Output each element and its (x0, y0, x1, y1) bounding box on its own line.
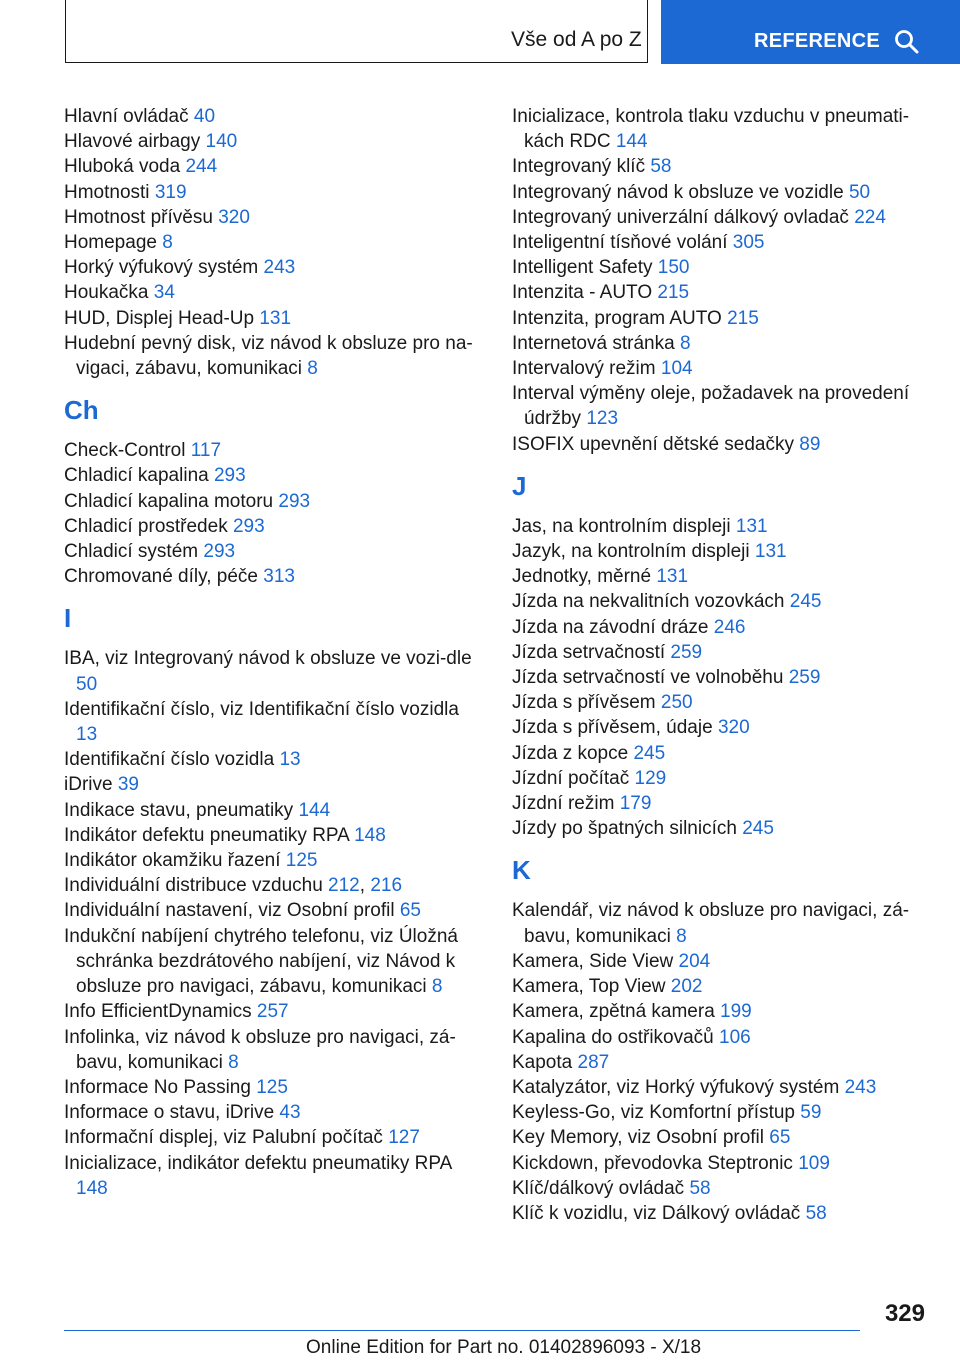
index-entry (512, 180, 922, 205)
page-reference-link[interactable]: 313 (263, 566, 295, 588)
index-entry (512, 715, 922, 740)
index-letter-heading: K (512, 855, 531, 886)
page-reference-link[interactable]: 202 (670, 976, 703, 998)
index-term: ISOFIX upevnění dětské sedačky (512, 433, 794, 455)
index-entry (64, 255, 474, 280)
index-term: Jas, na kontrolním displeji (512, 515, 731, 537)
index-entry (64, 539, 474, 564)
index-term: Chladicí prostředek (64, 515, 228, 537)
page-reference-link[interactable]: 144 (615, 131, 648, 153)
index-term: Indukční nabíjení chytrého telefonu, viz Úložná schránka bezdrátového nabíjení, viz Návod k obsluze pro navigaci, zábavu, komunikaci (64, 925, 458, 998)
page-reference-link[interactable]: 131 (754, 541, 787, 563)
index-term: Individuální nastavení, viz Osobní profil (64, 900, 395, 922)
index-term: Integrovaný univerzální dálkový ovladač (512, 206, 849, 228)
index-term: Intenzita, program AUTO (512, 307, 722, 329)
index-term: Indikace stavu, pneumatiky (64, 799, 294, 821)
index-entry (64, 129, 474, 154)
index-entry (512, 690, 922, 715)
index-entry (64, 463, 474, 488)
index-term: Hmotnost přívěsu (64, 206, 213, 228)
index-term: Klíč/dálkový ovládač (512, 1177, 685, 1199)
index-term: Intelligent Safety (512, 257, 653, 279)
page-reference-link[interactable]: 13 (279, 749, 301, 771)
index-term: HUD, Displej Head-Up (64, 307, 255, 329)
index-term: Horký výfukový systém (64, 257, 259, 279)
page-reference-link[interactable]: 204 (678, 950, 711, 972)
index-entry (64, 104, 474, 129)
page-reference-link[interactable]: 129 (634, 767, 667, 789)
index-term: Houkačka (64, 282, 149, 304)
index-entry (512, 1050, 922, 1075)
page-reference-link[interactable]: 131 (259, 307, 292, 329)
page-reference-link[interactable]: 199 (720, 1001, 752, 1023)
page-reference-link[interactable]: 320 (218, 206, 250, 228)
reference-tab-label: REFERENCE (754, 30, 881, 52)
index-term: Homepage (64, 232, 157, 254)
index-term: Informace No Passing (64, 1076, 251, 1098)
page-reference-link[interactable]: 144 (298, 799, 331, 821)
index-term: Internetová stránka (512, 332, 675, 354)
page-reference-link[interactable]: 148 (76, 1177, 108, 1199)
index-entry (64, 772, 474, 797)
index-entry (512, 615, 922, 640)
index-entry (512, 230, 922, 255)
index-entry (64, 438, 474, 463)
index-entry: Individuální distribuce vzduchu 212, 216 (64, 875, 403, 897)
page-reference-link[interactable]: 246 (713, 616, 746, 638)
index-term: Intenzita - AUTO (512, 282, 653, 304)
index-entry (64, 848, 474, 873)
page-reference-link[interactable]: 140 (205, 131, 238, 153)
index-term: Kapota (512, 1051, 573, 1073)
index-term: Kamera, Top View (512, 976, 666, 998)
index-term: Integrovaný klíč (512, 156, 646, 178)
index-entry (512, 331, 922, 356)
index-entry (512, 791, 922, 816)
index-term: Info EfficientDynamics (64, 1001, 252, 1023)
page-reference-link[interactable]: 216 (370, 875, 403, 897)
page-reference-link[interactable]: 245 (789, 591, 822, 613)
index-entry (512, 1075, 922, 1100)
index-term: Inicializace, kontrola tlaku vzduchu v pneumati-kách RDC (512, 106, 910, 153)
index-entry (64, 798, 474, 823)
page-reference-link[interactable]: 59 (800, 1102, 822, 1124)
index-term: Indikátor defektu pneumatiky RPA (64, 824, 349, 846)
index-entry (512, 255, 922, 280)
index-term: Kamera, Side View (512, 950, 674, 972)
index-entry (64, 331, 474, 381)
page-reference-link[interactable]: 65 (399, 900, 421, 922)
page-reference-link[interactable]: 13 (76, 724, 98, 746)
index-term: IBA, viz Integrovaný návod k obsluze ve vozi-dle (64, 648, 472, 670)
page-reference-link[interactable]: 8 (676, 925, 687, 947)
index-entry (512, 1025, 922, 1050)
index-entry (512, 974, 922, 999)
index-term: Inicializace, indikátor defektu pneumatiky RPA (64, 1152, 452, 1174)
index-term: Hlavní ovládač (64, 106, 189, 127)
index-term: Informační displej, viz Palubní počítač (64, 1127, 383, 1149)
page-reference-link[interactable]: 117 (190, 440, 222, 462)
index-entry (64, 898, 474, 923)
index-term: Kickdown, převodovka Steptronic (512, 1152, 793, 1174)
page-reference-link[interactable]: 50 (848, 181, 871, 203)
index-term: Hmotnosti (64, 181, 150, 203)
index-entry (512, 381, 922, 431)
index-term: Key Memory, viz Osobní profil (512, 1127, 765, 1149)
index-entry (512, 564, 922, 589)
index-term: Inteligentní tísňové volání (512, 232, 728, 254)
page-reference-link[interactable]: 104 (660, 358, 693, 380)
index-term: Katalyzátor, viz Horký výfukový systém (512, 1076, 840, 1098)
index-term: Jízda s přívěsem, údaje (512, 717, 713, 739)
index-entry (512, 104, 922, 154)
page-reference-link[interactable]: 212 (328, 875, 360, 897)
index-entry (64, 280, 474, 305)
index-term: Intervalový režim (512, 358, 656, 380)
index-term: Hlavové airbagy (64, 131, 201, 153)
page-reference-link[interactable]: 39 (117, 774, 139, 796)
index-term: Chladicí kapalina motoru (64, 490, 274, 512)
index-entry (512, 949, 922, 974)
index-entry (512, 1125, 922, 1150)
page-reference-link[interactable]: 259 (670, 641, 703, 663)
index-entry (512, 154, 922, 179)
page-reference-link[interactable]: 125 (256, 1076, 288, 1098)
index-term: Individuální distribuce vzduchu (64, 875, 323, 897)
index-term: Chromované díly, péče (64, 566, 258, 588)
page-reference-link[interactable]: 287 (577, 1051, 610, 1073)
index-entry (512, 665, 922, 690)
index-entry (64, 697, 474, 747)
page-reference-link[interactable]: 215 (727, 307, 759, 329)
index-entry (512, 741, 922, 766)
index-term: Kapalina do ostřikovačů (512, 1026, 714, 1048)
page-reference-link[interactable]: 123 (586, 408, 619, 430)
index-term: Hluboká voda (64, 156, 181, 178)
index-entry (512, 1151, 922, 1176)
index-term: Jízda z kopce (512, 742, 629, 764)
index-term: Jízdy po špatných silnicích (512, 818, 737, 840)
page-reference-link[interactable]: 179 (619, 793, 652, 815)
index-entry (512, 280, 922, 305)
search-icon[interactable] (894, 29, 920, 55)
index-term: Hudební pevný disk, viz návod k obsluze pro na-vigaci, zábavu, komunikaci (64, 332, 473, 380)
page-reference-link[interactable]: 245 (742, 818, 774, 840)
index-term: Jízda setrvačností ve volnoběhu (512, 667, 784, 689)
page-reference-link[interactable]: 245 (633, 742, 666, 764)
index-term: Infolinka, viz návod k obsluze pro navigaci, zá-bavu, komunikaci (64, 1026, 456, 1073)
index-term: Jazyk, na kontrolním displeji (512, 541, 750, 563)
index-entry (64, 514, 474, 539)
index-entry (512, 999, 922, 1024)
page-reference-link[interactable]: 58 (805, 1202, 827, 1224)
index-entry (64, 306, 474, 331)
page-reference-link[interactable]: 8 (228, 1051, 239, 1073)
footer-divider (64, 1330, 860, 1331)
index-entry (64, 564, 474, 589)
index-entry (512, 640, 922, 665)
page-reference-link[interactable]: 293 (203, 541, 236, 563)
page-reference-link[interactable]: 8 (431, 976, 443, 998)
page-reference-link[interactable]: 150 (657, 257, 690, 279)
index-term: Kalendář, viz návod k obsluze pro navigaci, zá-bavu, komunikaci (512, 900, 910, 947)
page-reference-link[interactable]: 250 (660, 692, 693, 714)
index-term: Chladicí systém (64, 541, 199, 563)
index-term: Jízda na nekvalitních vozovkách (512, 591, 785, 613)
page-reference-link[interactable]: 8 (679, 332, 691, 354)
index-entry (64, 823, 474, 848)
index-term: Keyless-Go, viz Komfortní přístup (512, 1102, 795, 1124)
page-reference-link[interactable]: 125 (285, 850, 318, 872)
page-reference-link[interactable]: 8 (162, 232, 173, 254)
page-reference-link[interactable]: 58 (650, 156, 672, 178)
index-entry (64, 747, 474, 772)
index-term: Jednotky, měrné (512, 566, 652, 588)
index-entry (512, 514, 922, 539)
page-reference-link[interactable]: 34 (153, 282, 175, 304)
page-reference-link[interactable]: 40 (193, 106, 216, 127)
page-reference-link[interactable]: 131 (735, 515, 768, 537)
index-entry (512, 1176, 922, 1201)
index-term: Indikátor okamžiku řazení (64, 850, 281, 872)
index-term: iDrive (64, 774, 113, 796)
index-entry (512, 306, 922, 331)
index-column-right (512, 104, 922, 1226)
index-term: Integrovaný návod k obsluze ve vozidle (512, 181, 844, 203)
index-entry (512, 1201, 922, 1226)
page-reference-link[interactable]: 131 (656, 566, 689, 588)
index-entry (512, 1100, 922, 1125)
index-entry (64, 154, 474, 179)
page-reference-link[interactable]: 224 (854, 206, 886, 228)
page-reference-link[interactable]: 320 (717, 717, 750, 739)
page-reference-link[interactable]: 106 (719, 1026, 751, 1048)
index-term: Jízda na závodní dráze (512, 616, 709, 638)
index-entry (64, 230, 474, 255)
index-term: Jízda s přívěsem (512, 692, 656, 714)
page-reference-link[interactable]: 127 (388, 1127, 420, 1149)
index-entry (64, 1125, 474, 1150)
index-entry (64, 1151, 474, 1201)
page-reference-link[interactable]: 148 (354, 824, 386, 846)
page-reference-link[interactable]: 293 (278, 490, 311, 512)
index-term: Jízdní režim (512, 793, 615, 815)
index-entry (64, 1075, 474, 1100)
index-entry (512, 816, 922, 841)
page-reference-link[interactable]: 293 (213, 465, 246, 487)
index-entry (512, 205, 922, 230)
index-entry (64, 205, 474, 230)
page-reference-link[interactable]: 58 (689, 1177, 711, 1199)
index-entry (64, 999, 474, 1024)
page-reference-link[interactable]: 243 (263, 257, 296, 279)
index-entry (64, 489, 474, 514)
index-term: Jízdní počítač (512, 767, 630, 789)
page-reference-link[interactable]: 257 (256, 1001, 289, 1023)
footer-edition-text: Online Edition for Part no. 01402896093 - X/18 (306, 1337, 702, 1358)
index-term: Interval výměny oleje, požadavek na provedení údržby (512, 383, 910, 430)
index-entry (512, 539, 922, 564)
page-reference-link[interactable]: 65 (769, 1127, 791, 1149)
page-reference-link[interactable]: 293 (232, 515, 265, 537)
page-reference-link[interactable]: 43 (279, 1102, 301, 1124)
page-number: 329 (884, 1300, 925, 1327)
index-term: Identifikační číslo, viz Identifikační číslo vozidla (64, 698, 459, 720)
index-entry (64, 1025, 474, 1075)
index-letter-heading: I (64, 603, 72, 634)
index-entry (512, 589, 922, 614)
index-term: Klíč k vozidlu, viz Dálkový ovládač (512, 1202, 801, 1224)
index-entry (512, 356, 922, 381)
index-term: Jízda setrvačností (512, 641, 666, 663)
index-column-left (64, 104, 474, 1201)
index-entry (512, 898, 922, 948)
page-reference-link[interactable]: 8 (307, 358, 318, 380)
page-reference-link[interactable]: 259 (788, 667, 821, 689)
index-entry (64, 924, 474, 1000)
index-term: Identifikační číslo vozidla (64, 749, 275, 771)
page-reference-link[interactable]: 50 (76, 673, 98, 695)
page-reference-link[interactable]: 244 (185, 156, 218, 178)
index-term: Check-Control (64, 440, 186, 462)
index-entry (64, 646, 474, 696)
page-reference-link[interactable]: 305 (732, 232, 765, 254)
page-reference-link[interactable]: 215 (657, 282, 690, 304)
header-section-label: Vše od A po Z (511, 28, 642, 51)
page-reference-link[interactable]: 109 (798, 1152, 830, 1174)
index-entry (64, 1100, 474, 1125)
index-letter-heading: Ch (64, 395, 99, 426)
index-term: Kamera, zpětná kamera (512, 1001, 715, 1023)
index-letter-heading: J (512, 470, 527, 501)
page-reference-link[interactable]: 319 (154, 181, 187, 203)
index-entry (512, 766, 922, 791)
index-term: Informace o stavu, iDrive (64, 1102, 275, 1124)
index-term: Chladicí kapalina (64, 465, 209, 487)
index-entry (64, 180, 474, 205)
index-entry (512, 432, 922, 457)
page-reference-link[interactable]: 243 (844, 1076, 877, 1098)
page-reference-link[interactable]: 89 (799, 433, 821, 455)
